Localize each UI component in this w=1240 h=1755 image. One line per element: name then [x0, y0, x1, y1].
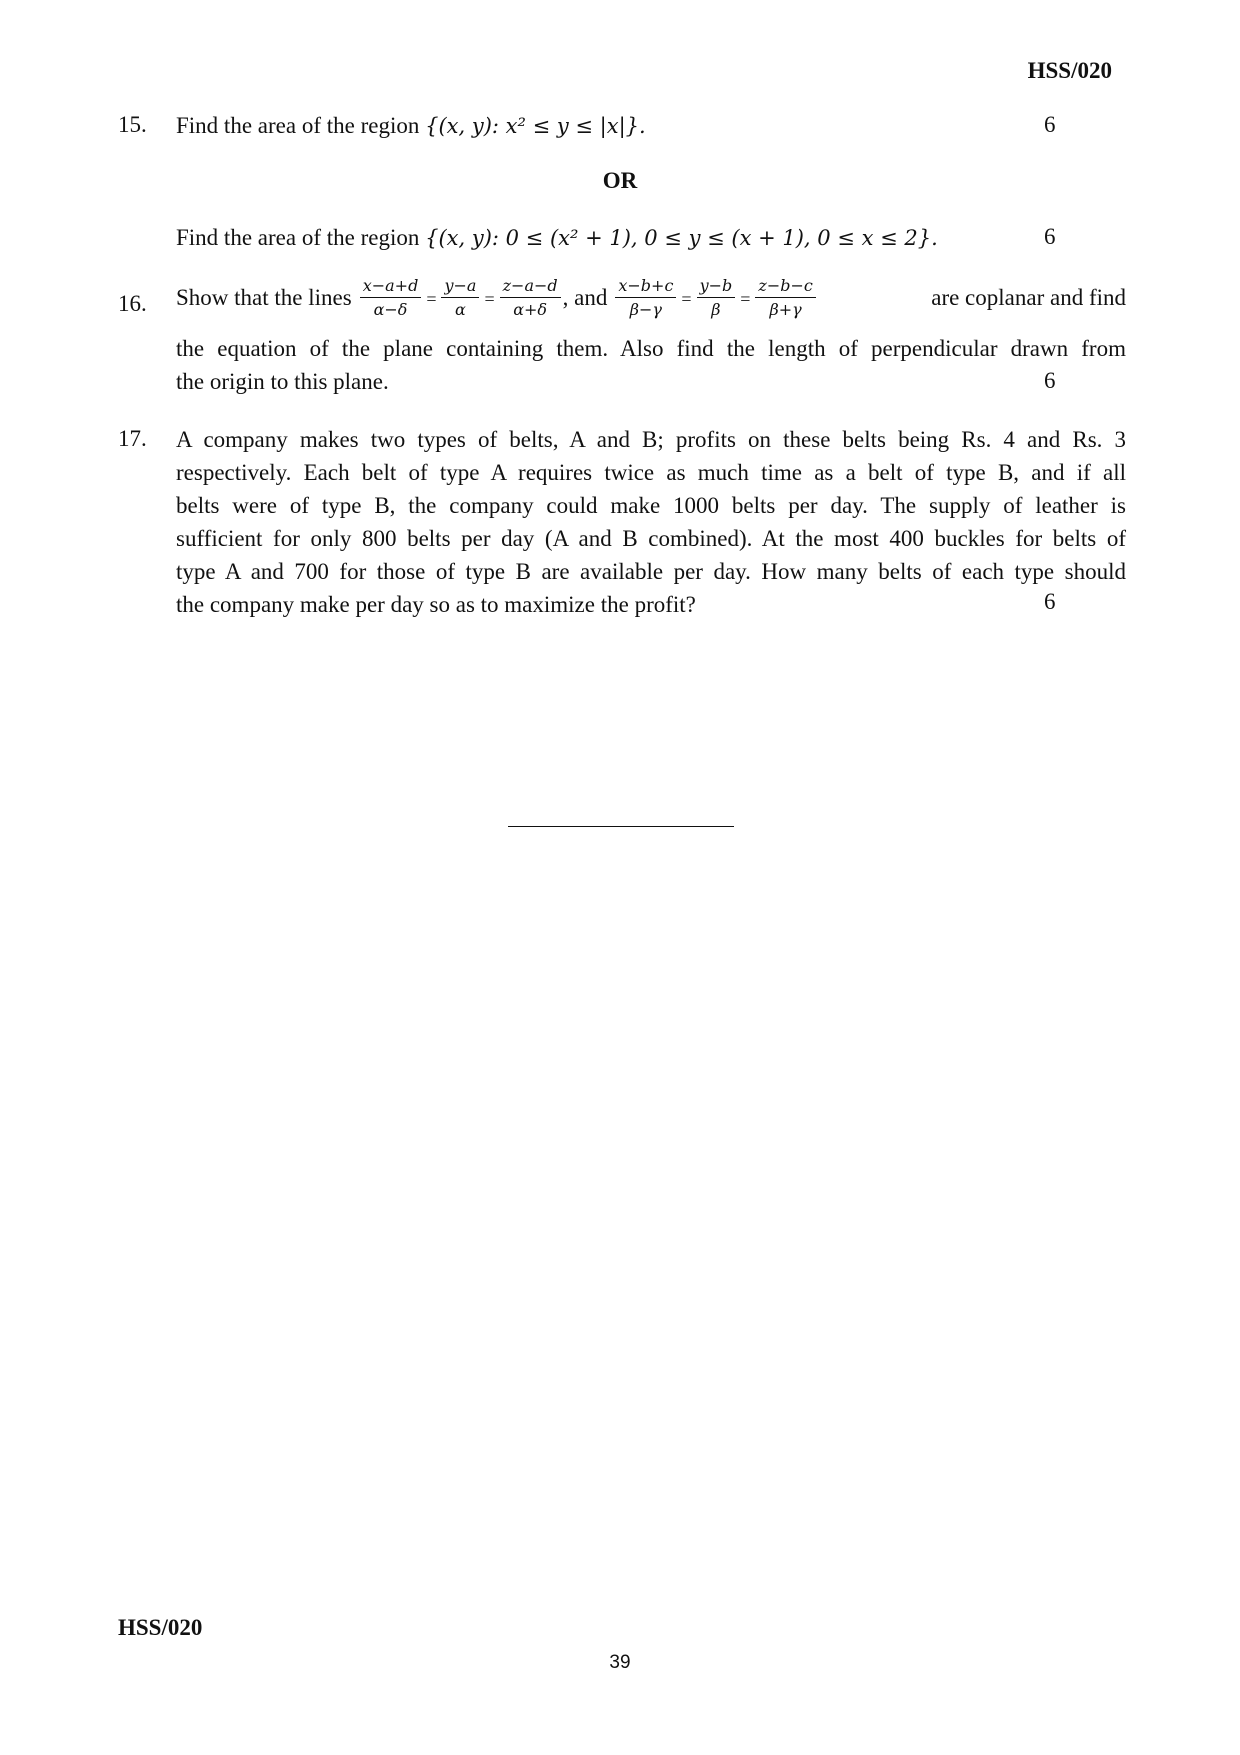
- fraction-numerator: z−a−d: [500, 275, 561, 298]
- line1-fraction-x: [360, 275, 422, 320]
- question-16-rest-line-2: the origin to this plane.: [176, 369, 389, 394]
- question-15-alt-set: {(x, y): 0 ≤ (x² + 1), 0 ≤ y ≤ (x + 1), 0 ≤ x ≤ 2}.: [425, 226, 938, 250]
- fraction-numerator: x−b+c: [615, 275, 676, 298]
- question-16-and: , and: [562, 284, 608, 310]
- fraction-numerator: y−a: [441, 275, 479, 298]
- question-16-lead: Show that the lines: [176, 284, 352, 310]
- question-17-line: the company make per day so as to maximize the profit?: [176, 592, 696, 617]
- line2-fraction-z: [755, 275, 815, 320]
- fraction-denominator: α−δ: [373, 300, 408, 319]
- question-17-line: A company makes two types of belts, A and B; profits on these belts being Rs. 4 and Rs. 3: [176, 427, 1126, 452]
- question-16-continuation: [176, 332, 1126, 398]
- question-16-first-line: [176, 275, 1126, 320]
- fraction-numerator: x−a+d: [360, 275, 422, 298]
- equals-sign: =: [681, 289, 692, 309]
- question-15-lead: Find the area of the region: [176, 113, 420, 138]
- end-of-paper-rule: [508, 826, 734, 827]
- question-16-tail: are coplanar and find: [931, 284, 1126, 310]
- question-17-line: sufficient for only 800 belts per day (A and B combined). At the most 400 buckles for belts of: [176, 526, 1126, 551]
- question-15-alt-lead: Find the area of the region: [176, 225, 420, 250]
- page-number: 39: [609, 1652, 631, 1673]
- question-16-number: 16.: [118, 291, 147, 316]
- question-15-text: [176, 109, 646, 143]
- question-15-alt-marks: 6: [1044, 224, 1056, 249]
- question-17-line: respectively. Each belt of type A requires twice as much time as a belt of type B, and if all: [176, 460, 1126, 485]
- equals-sign: =: [426, 289, 437, 309]
- question-16-rest-line-1: the equation of the plane containing them. Also find the length of perpendicular drawn from: [176, 336, 1126, 361]
- footer-paper-code: HSS/020: [118, 1615, 203, 1640]
- equals-sign: =: [740, 289, 751, 309]
- line2-fraction-y: [697, 275, 736, 320]
- line1-fraction-z: [500, 275, 561, 320]
- fraction-denominator: β−γ: [629, 300, 662, 319]
- question-17-number: 17.: [118, 426, 147, 451]
- line2-fraction-x: [615, 275, 676, 320]
- question-16-marks: 6: [1044, 368, 1056, 393]
- question-15-marks: 6: [1044, 112, 1056, 137]
- line1-fraction-y: [441, 275, 479, 320]
- question-17-line: type A and 700 for those of type B are available per day. How many belts of each type should: [176, 559, 1126, 584]
- question-17-marks: 6: [1044, 589, 1056, 614]
- question-15-alt-text: [176, 221, 938, 255]
- fraction-denominator: β: [711, 300, 721, 319]
- question-17-line: belts were of type B, the company could make 1000 belts per day. The supply of leather is: [176, 493, 1126, 518]
- question-17-text: [176, 423, 1126, 621]
- header-paper-code: HSS/020: [1027, 58, 1112, 83]
- fraction-numerator: y−b: [697, 275, 736, 298]
- equals-sign: =: [484, 289, 495, 309]
- fraction-denominator: β+γ: [769, 300, 802, 319]
- question-15-number: 15.: [118, 112, 147, 137]
- fraction-numerator: z−b−c: [755, 275, 815, 298]
- fraction-denominator: α+δ: [513, 300, 548, 319]
- question-15-set: {(x, y): x² ≤ y ≤ |x|}.: [425, 114, 646, 138]
- fraction-denominator: α: [455, 300, 466, 319]
- or-label: OR: [602, 168, 638, 193]
